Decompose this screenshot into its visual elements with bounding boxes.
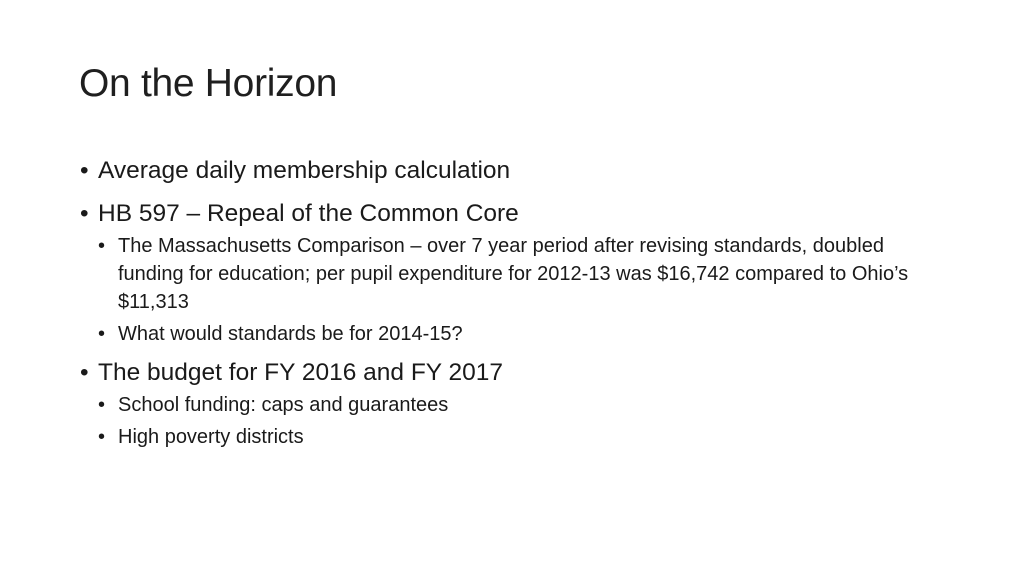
bullet-icon: • <box>98 235 106 257</box>
sub-bullet-list <box>80 232 960 348</box>
bullet-icon: • <box>98 426 106 448</box>
bullet-item <box>80 153 960 189</box>
sub-bullet-text: What would standards be for 2014-15? <box>118 323 463 345</box>
sub-bullet-text: The Massachusetts Comparison – over 7 year period after revising standards, doubled funding for education; per pupil expenditure for 2012-13 was $16,742 compared to Ohio’s $11,313 <box>118 235 909 313</box>
sub-bullet-item <box>80 320 960 348</box>
sub-bullet-item <box>80 232 960 316</box>
bullet-text: Average daily membership calculation <box>98 157 511 184</box>
bullet-icon: • <box>80 157 89 184</box>
sub-bullet-item <box>80 391 960 419</box>
sub-bullet-list <box>80 391 960 451</box>
sub-bullet-text: High poverty districts <box>118 426 304 448</box>
bullet-item <box>80 196 960 348</box>
sub-bullet-text: School funding: caps and guarantees <box>118 394 449 416</box>
bullet-text: The budget for FY 2016 and FY 2017 <box>98 359 504 386</box>
bullet-item <box>80 355 960 451</box>
bullet-list <box>80 153 960 451</box>
bullet-icon: • <box>98 323 106 345</box>
bullet-icon: • <box>80 359 89 386</box>
bullet-icon: • <box>80 200 89 227</box>
bullet-text: HB 597 – Repeal of the Common Core <box>98 200 519 227</box>
slide-title: On the Horizon <box>79 62 338 105</box>
sub-bullet-item <box>80 423 960 451</box>
bullet-icon: • <box>98 394 106 416</box>
